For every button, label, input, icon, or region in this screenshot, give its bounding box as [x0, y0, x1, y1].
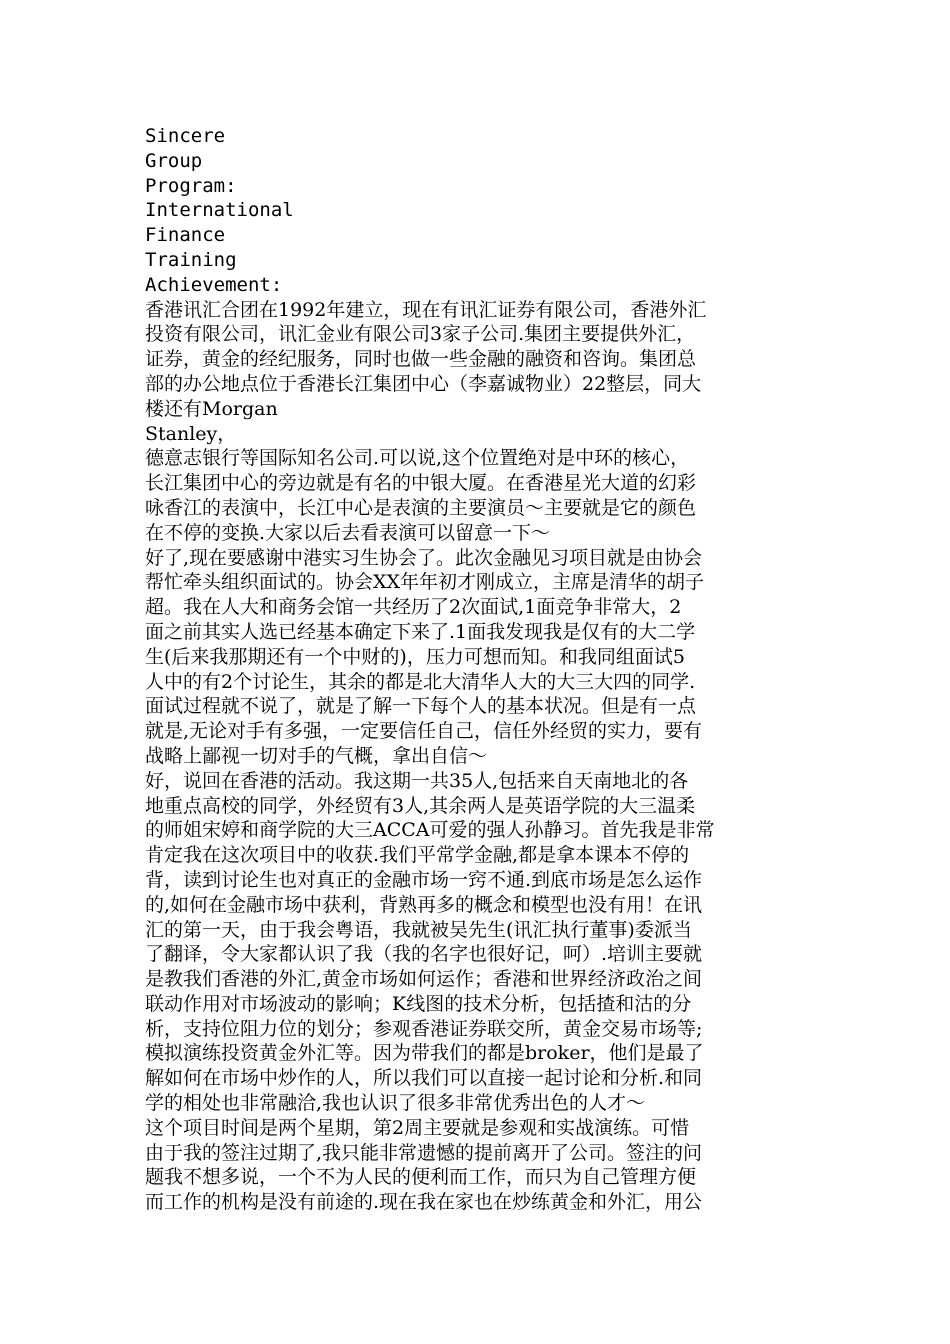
body-line: 证券，黄金的经纪服务，同时也做一些金融的融资和咨询。集团总: [145, 348, 697, 371]
header-line: Program:: [145, 174, 237, 197]
header-line: Training: [145, 248, 237, 271]
body-line: 香港讯汇合团在1992年建立，现在有讯汇证券有限公司，香港外汇: [145, 298, 707, 321]
body-line: 背，读到讨论生也对真正的金融市场一窍不通.到底市场是怎么运作: [145, 868, 703, 891]
body-line: 好了,现在要感谢中港实习生协会了。此次金融见习项目就是由协会: [145, 546, 703, 569]
body-line: 解如何在市场中炒作的人，所以我们可以直接一起讨论和分析.和同: [145, 1067, 703, 1090]
body-line: 就是,无论对手有多强，一定要信任自己，信任外经贸的实力，要有: [145, 720, 703, 743]
body-line: 肯定我在这次项目中的收获.我们平常学金融,都是拿本课本不停的: [145, 844, 690, 867]
header-line: Group: [145, 149, 203, 172]
document-header: [145, 124, 810, 298]
body-line: 好，说回在香港的活动。我这期一共35人,包括来自天南地北的各: [145, 769, 689, 792]
body-line: 这个项目时间是两个星期，第2周主要就是参观和实战演练。可惜: [145, 1116, 690, 1139]
body-line: 部的办公地点位于香港长江集团中心（李嘉诚物业）22整层，同大: [145, 372, 702, 395]
body-line: 学的相处也非常融洽,我也认识了很多非常优秀出色的人才～: [145, 1092, 646, 1115]
document-body: [145, 298, 810, 1215]
header-line: Finance: [145, 224, 226, 247]
body-line: 的,如何在金融市场中获利，背熟再多的概念和模型也没有用！在讯: [145, 893, 703, 916]
body-line: Stanley，: [145, 422, 237, 445]
body-line: 生(后来我那期还有一个中财的)，压力可想而知。和我同组面试5: [145, 645, 685, 668]
body-line: 的师姐宋婷和商学院的大三ACCA可爱的强人孙静习。首先我是非常: [145, 819, 715, 842]
body-line: 联动作用对市场波动的影响；K线图的技术分析，包括揸和沽的分: [145, 992, 692, 1015]
body-line: 题我不想多说，一个不为人民的便利而工作，而只为自己管理方便: [145, 1166, 697, 1189]
body-line: 楼还有Morgan: [145, 397, 278, 420]
body-line: 地重点高校的同学，外经贸有3人,其余两人是英语学院的大三温柔: [145, 794, 696, 817]
header-line: Sincere: [145, 125, 226, 147]
body-line: 德意志银行等国际知名公司.可以说,这个位置绝对是中环的核心，: [145, 447, 690, 470]
document-page: [145, 124, 810, 1215]
body-line: 长江集团中心的旁边就是有名的中银大厦。在香港星光大道的幻彩: [145, 472, 697, 495]
body-line: 面试过程就不说了，就是了解一下每个人的基本状况。但是有一点: [145, 695, 697, 718]
header-line: Achievement:: [145, 273, 283, 296]
body-line: 投资有限公司，讯汇金业有限公司3家子公司.集团主要提供外汇，: [145, 323, 696, 346]
body-line: 汇的第一天，由于我会粤语，我就被吴先生(讯汇执行董事)委派当: [145, 918, 692, 941]
header-line: International: [145, 199, 294, 222]
body-line: 超。我在人大和商务会馆一共经历了2次面试,1面竞争非常大，2: [145, 596, 682, 619]
body-line: 面之前其实人选已经基本确定下来了.1面我发现我是仅有的大二学: [145, 620, 696, 643]
body-line: 析，支持位阻力位的划分；参观香港证券联交所，黄金交易市场等;: [145, 1017, 703, 1040]
body-line: 人中的有2个讨论生，其余的都是北大清华人大的大三大四的同学.: [145, 670, 696, 693]
body-line: 在不停的变换.大家以后去看表演可以留意一下～: [145, 521, 551, 544]
body-line: 模拟演练投资黄金外汇等。因为带我们的都是broker，他们是最了: [145, 1042, 704, 1065]
body-line: 是教我们香港的外汇,黄金市场如何运作；香港和世界经济政治之间: [145, 968, 703, 991]
body-line: 了翻译，令大家都认识了我（我的名字也很好记，呵）.培训主要就: [145, 943, 703, 966]
body-line: 而工作的机构是没有前途的.现在我在家也在炒练黄金和外汇，用公: [145, 1191, 703, 1214]
body-line: 咏香江的表演中，长江中心是表演的主要演员～主要就是它的颜色: [145, 496, 697, 519]
body-line: 战略上鄙视一切对手的气概，拿出自信～: [145, 744, 488, 767]
body-line: 帮忙牵头组织面试的。协会XX年年初才刚成立，主席是清华的胡子: [145, 571, 705, 594]
body-line: 由于我的签注过期了,我只能非常遗憾的提前离开了公司。签注的问: [145, 1141, 703, 1164]
